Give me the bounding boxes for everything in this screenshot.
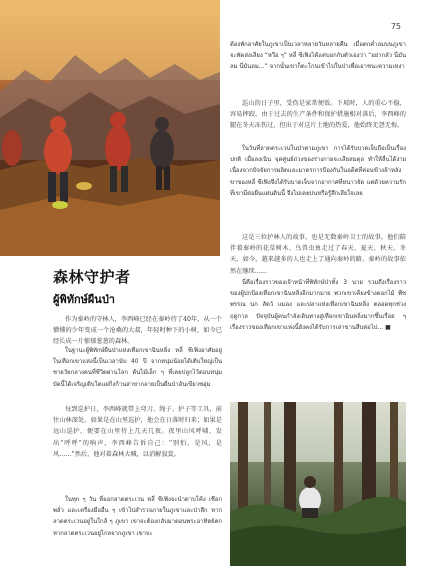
article-heading-chinese: 森林守护者 — [53, 268, 131, 286]
left-paragraph-4-th: ในทุก ๆ วัน ที่ออกลาดตระเวน หลี่ ซีเฟิงจะนำดาบโค้ง เชือก พลั่ว และเครื่องมืออื่น ๆ เข้าไปสำรวจภายในภูเขาและป่าลึก หากลาดตระเวนอยู่ในใกล้ ๆ ภูเขา เขาจะต้องกลับมาตอนพระอาทิตย์ตก หากลาดตระเวนอยู่ไกลจากภูเขา เขาจะ — [53, 497, 222, 537]
hikers-ridge-photo — [0, 0, 220, 256]
right-paragraph-1-th: ต้องพักอาศัยในภูเขาเป็นเวลาหลายวันหลายคืน เมื่อตกค่ำลมบนภูเขาจะพัดส่งเสียง “หวือ ๆ” หลี่ ซีเฟิงได้แต่บอกกับตัวเองว่า “อย่ากลัว นี่มันลม นี่มันลม…” จากนั้นเขาก็ตะโกนเข้าไปในป่าเพื่อเอาชนะความเหงา — [230, 42, 406, 71]
right-paragraph-5-th: นี่คือเรื่องราวของเจ้าหน้าที่พิทักษ์ป่าทั้ง 3 นาย รวมถึงเรื่องราวของผู้ปกป้องเทือกเขาฉินหลิ่งอีกมากมาย พวกเขาเคียงข้างดอกไม้ พืชพรรณ นก สัตว์ แมลง และปลาแห่งเทือกเขาฉินหลิ่ง ตลอดทุกช่วงฤดูกาล ปัจจุบันผู้คนกำลังเดินทางสู่เทือกเขาฉินหลิ่งมากขึ้นเรื่อย ๆ เรื่องราวของเทือกเขาแห่งนี้ยังคงได้รับการเล่าขานสืบต่อไป… ■ — [230, 280, 406, 331]
forest-ranger-illustration — [230, 402, 406, 566]
hikers-ridge-illustration — [0, 0, 220, 256]
left-paragraph-3-zh: 每到巡护日，李西峰就带上弯刀、绳子、护子等工具，前往山林深处。如果是在山里巡护，他会在日落时归来；如果是远山巡护，便要在山里待上几天几夜。夜里山风呼啸，发出“呼呼”的响声，李西峰告诉自己：“别怕，是风，是风……”然后，他对着森林大喊，以消解寂寞。 — [53, 406, 222, 458]
right-paragraph-3-th: ในวันที่ลาดตระเวนในป่าตามภูเขา การได้รับบาดเจ็บถือเป็นเรื่องปกติ เมื่อลงเนิน จุดศูนย์ถ่วงของร่างกายจะเสียสมดุล ทำให้ลื่นได้ง่าย เนื่องจากปัจจัยการผลิตและมาตรการป้องกันในอดีตที่ค่อนข้างล้าหลัง ขาของหลี่ ซีเฟิงจึงได้รับบาดเจ็บจากอากาศที่หนาวจัด แต่ด้วยความรักที่เขามีต่อผืนแผ่นดินนี้ จึงไม่เคยบ่นหรือรู้สึกเสียใจเลย — [230, 146, 406, 197]
article-heading-thai: ผู้พิทักษ์ผืนป่า — [53, 293, 115, 306]
left-paragraph-2-th: ในฐานะผู้พิทักษ์ผืนป่าแห่งเทือกเขาฉินหลิ่ง หลี่ ซีเฟิงอาศัยอยู่ในเทือกเขาแห่งนี้เป็นเวลานับ 40 ปี จากหนุ่มน้อยได้เติบใหญ่เป็นชายวัยกลางคนที่ชีวิตผ่านโลก ต้นไม้เล็ก ๆ ที่เคยปลูกไว้ตอนหนุ่ม บัดนี้ได้เจริญเติบโตแผ่กิ่งก้านสาขากลายเป็นผืนป่าอันเขียวชอุ่ม — [53, 348, 222, 388]
page-number: 75 — [390, 22, 401, 31]
left-paragraph-1-zh: 作为秦岭的守林人，李西峰已经在秦岭待了40年，从一个懵懂的少年变成一个沧桑的大叔，年轻时种下的小树，如今已经长成一片郁郁葱葱的森林。 — [53, 316, 222, 346]
forest-ranger-photo — [230, 402, 406, 566]
right-paragraph-2-zh: 巡山的日子里，受伤是家常便饭。下坡时，人的重心不稳，容易摔跤。由于过去的生产条件和保护措施相对落后，李西峰的腿在冬天冻伤过，但出于对这片土地的热爱，他始终无怨无悔。 — [230, 100, 406, 130]
right-paragraph-4-zh: 这是三位护林人的故事，也是无数秦岭卫士的故事。他们陪伴着秦岭的花草树木、鸟兽虫鱼走过了春天、夏天、秋天、冬天，如今，越来越多的人也走上了通向秦岭的路，秦岭的故事依然在继续…… — [230, 234, 406, 275]
